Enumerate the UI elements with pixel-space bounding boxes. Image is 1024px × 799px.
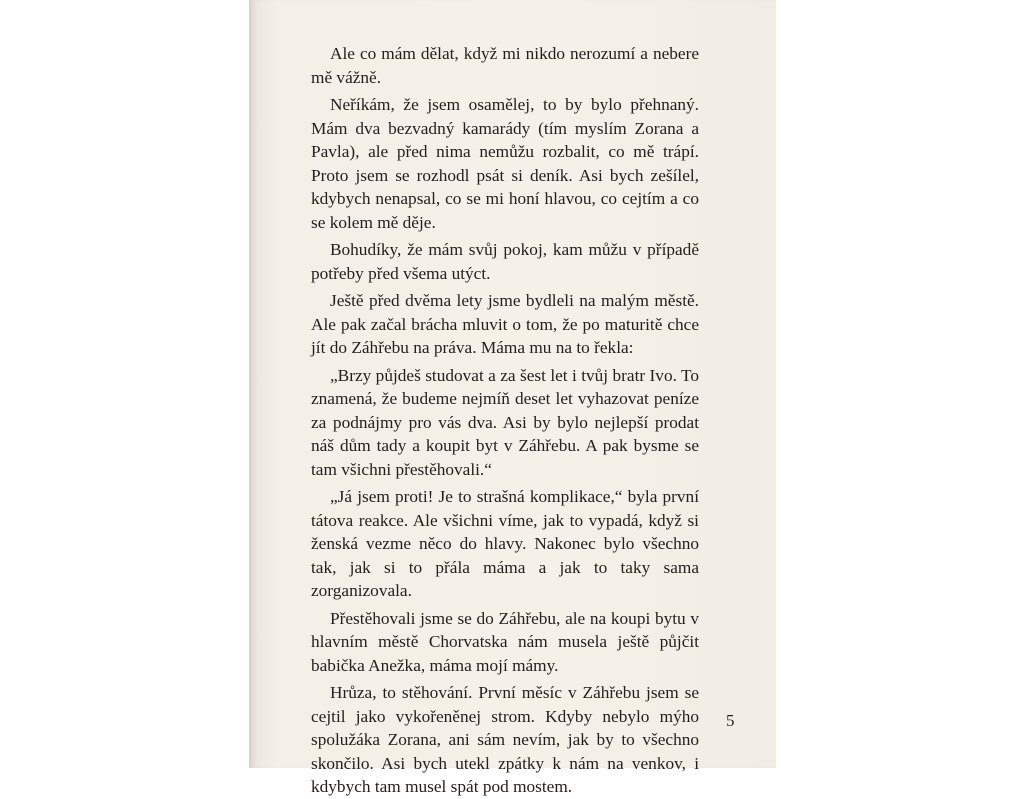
paragraph: „Brzy půjdeš studovat a za šest let i tvůj bratr Ivo. To znamená, že budeme nejmíň deset let vyhazovat peníze za podnájmy pro vás dva. Asi by bylo nejlepší prodat náš dům tady a koupit byt v Záhřebu. A pak bysme se tam všichni přestěhovali.“ — [311, 365, 699, 479]
paragraph: Hrůza, to stěhování. První měsíc v Záhřebu jsem se cejtil jako vykořeněnej strom. Kdyby nebylo mýho spolužáka Zorana, ani sám nevím, jak by to všechno skončilo. Asi bych utekl zpátky k nám na venkov, i kdybych tam musel spát pod mostem. — [311, 683, 699, 796]
paragraph: Ještě před dvěma lety jsme bydleli na malým městě. Ale pak začal brácha mluvit o tom, že po maturitě chce jít do Záhřebu na práva. Máma mu na to řekla: — [311, 291, 699, 357]
paragraph: Přestěhovali jsme se do Záhřebu, ale na koupi bytu v hlavním městě Chorvatska nám musela ještě půjčit babička Anežka, máma mojí mámy. — [311, 608, 699, 675]
paragraph: Ale co mám dělat, když mi nikdo nerozumí a nebere mě vážně. — [311, 44, 699, 87]
paragraph: Bohudíky, že mám svůj pokoj, kam můžu v případě potřeby před všema utýct. — [311, 240, 699, 283]
paragraph: Neříkám, že jsem osamělej, to by bylo přehnaný. Mám dva bezvadný kamarády (tím myslím Zorana a Pavla), ale před nima nemůžu rozbalit, co mě trápí. Proto jsem se rozhodl psát si deník. Asi bych zešílel, kdybych nenapsal, co se mi honí hlavou, co cejtím a co se kolem mě děje. — [311, 95, 699, 232]
book-page — [249, 0, 776, 796]
page-number: 5 — [726, 711, 735, 730]
page-body-text — [311, 42, 699, 799]
paragraph: „Já jsem proti! Je to strašná komplikace,“ byla první tátova reakce. Ale všichni víme, jak to vypadá, když si ženská vezme něco do hlavy. Nakonec bylo všechno tak, jak si to přála máma a jak to taky sama zorganizovala. — [311, 487, 699, 600]
